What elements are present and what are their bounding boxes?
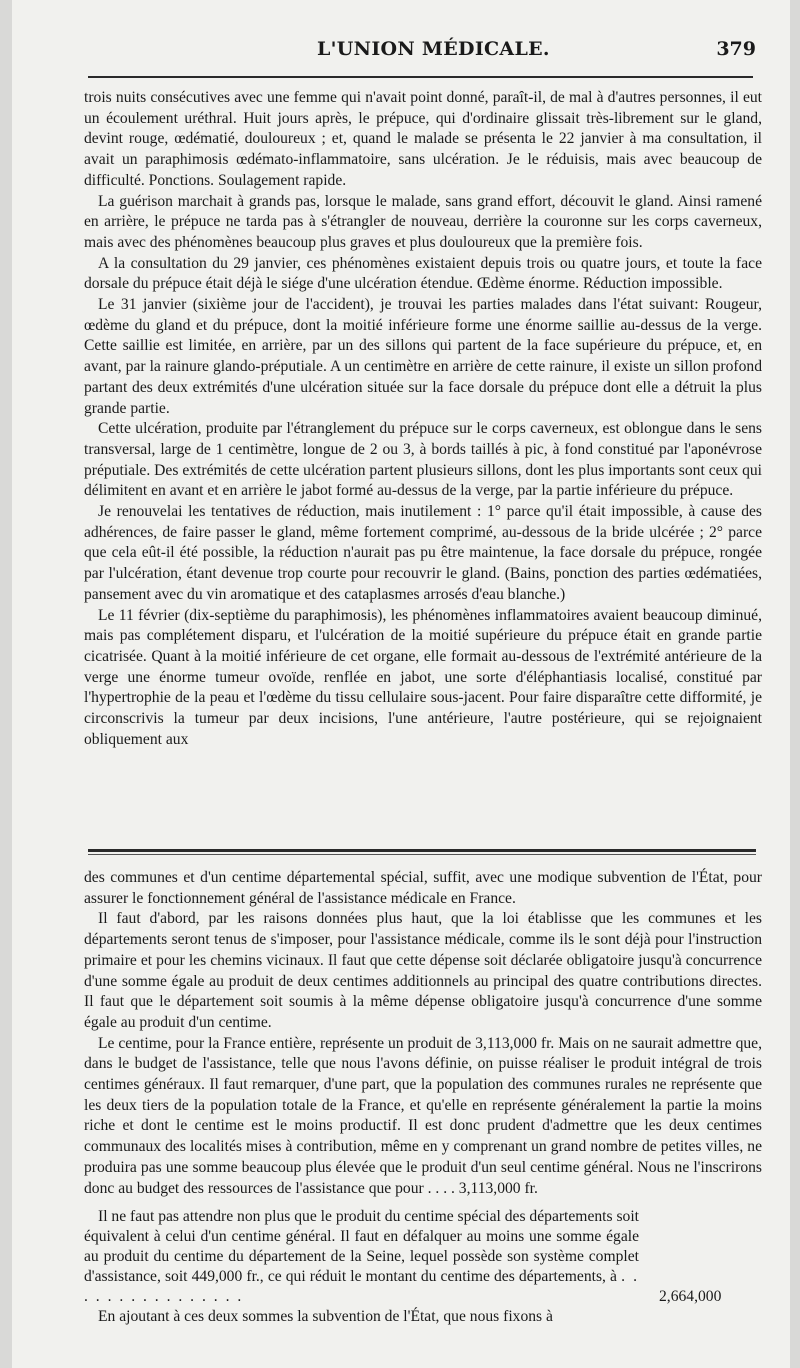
lower-column — [84, 868, 762, 1199]
paragraph: des communes et d'un centime départemental spécial, suffit, avec une modique subvention de l'État, pour assurer le fonctionnement général de l'assistance médicale en France. — [84, 869, 762, 907]
page-number: 379 — [716, 38, 756, 60]
page — [12, 0, 790, 1368]
budget-text: Il ne faut pas attendre non plus que le produit du centime spécial des départements soit équivalent à celui d'un centime général. Il faut en défalquer au moins une somme égale au produit du centime du département de la Seine, lequel possède son système complet d'assistance, soit 449,000 fr., ce qui réduit le montant du centime des départements, à — [84, 1208, 639, 1285]
feuilleton-column — [84, 88, 762, 751]
budget-paragraph: En ajoutant à ces deux sommes la subvention de l'État, que nous fixons à — [98, 1308, 553, 1325]
budget-paragraph — [84, 1207, 639, 1307]
paragraph: Le centime, pour la France entière, représente un produit de 3,113,000 fr. Mais on ne saurait admettre que, dans le budget de l'assistance, telle que nous l'avons définie, on puisse réaliser le produit intégral de trois centimes généraux. Il faut remarquer, d'une part, que la population des communes rurales ne représente que les deux tiers de la population totale de la France, et qu'elle en représente généralement la partie la moins riche et dont le centime est le moins productif. Il est donc prudent d'admettre que les deux centimes communaux des localités mises à contribution, même en y comprenant un grand nombre de petites villes, ne produira pas une somme beaucoup plus élevée que le produit d'un seul centime général. Nous ne l'inscrirons donc au budget des ressources de l'assistance que pour . . . . 3,113,000 fr. — [84, 1034, 762, 1197]
budget-amount: 2,664,000 — [659, 1288, 722, 1305]
paragraph: Cette ulcération, produite par l'étranglement du prépuce sur le corps caverneux, est oblongue dans le sens transversal, large de 1 centimètre, longue de 2 ou 3, à bords taillés à pic, à fond constitué par l'aponévrose préputiale. Des extrémités de cette ulcération partent plusieurs sillons, dont les plus importants sont ceux qui délimitent en avant et en arrière le jabot formé au-dessus de la verge, par la partie inférieure du prépuce. — [84, 420, 762, 500]
section-divider-thin — [88, 854, 756, 855]
paragraph: Il faut d'abord, par les raisons données plus haut, que la loi établisse que les communes et les départements seront tenus de s'imposer, pour l'assistance médicale, comme ils le sont déjà pour l'instruction primaire et pour les chemins vicinaux. Il faut que cette dépense soit déclarée obligatoire jusqu'à concurrence d'une somme égale au produit de deux centimes additionnels au principal des quatre contributions directes. Il faut que le département soit soumis à la même dépense obligatoire jusqu'à concurrence d'une somme égale au produit d'un centime. — [84, 910, 762, 1031]
paragraph: Je renouvelai les tentatives de réduction, mais inutilement : 1° parce qu'il était impossible, à cause des adhérences, de faire passer le gland, même fortement comprimé, au-dessous de la bride ulcérée ; 2° parce que cela eût-il été possible, la réduction n'aurait pas pu être maintenue, la face dorsale du prépuce, rongée par l'ulcération, étant devenue trop courte pour recouvrir le gland. (Bains, ponction des parties œdématiées, pansement avec du vin aromatique et des cataplasmes arrosés d'eau blanche.) — [84, 503, 762, 603]
header-rule — [88, 76, 753, 78]
section-divider — [88, 849, 756, 852]
page-header — [12, 38, 790, 68]
paragraph: trois nuits consécutives avec une femme qui n'avait point donné, paraît-il, de mal à d'autres personnes, il eut un écoulement uréthral. Huit jours après, le prépuce, qui d'ordinaire glissait très-librement sur le gland, devint rouge, œdématié, douloureux ; et, quand le malade se présenta le 22 janvier à ma consultation, il avait un paraphimosis œdémato-inflammatoire, sans ulcération. Je le réduisis, mais avec beaucoup de difficulté. Ponctions. Soulagement rapide. — [84, 89, 762, 189]
paragraph: La guérison marchait à grands pas, lorsque le malade, sans grand effort, découvit le gland. Ainsi ramené en arrière, le prépuce ne tarda pas à s'étrangler de nouveau, derrière la couronne sur les corps caverneux, mais avec des phénomènes beaucoup plus graves et plus douloureux que la première fois. — [84, 192, 762, 251]
paragraph: Le 11 février (dix-septième du paraphimosis), les phénomènes inflammatoires avaient beaucoup diminué, mais pas complétement disparu, et l'ulcération de la moitié supérieure du prépuce était en grande partie cicatrisée. Quant à la moitié inférieure de cet organe, elle formait au-dessous de l'extrémité antérieure de la verge une énorme tumeur ovoïde, renflée en jabot, une sorte d'éléphantiasis localisé, constitué par l'hypertrophie de la peau et l'œdème du tissu cellulaire sous-jacent. Pour faire disparaître cette difformité, je circonscrivis la tumeur par deux incisions, l'une antérieure, l'autre postérieure, qui se rejoignaient obliquement aux — [84, 606, 762, 748]
paragraph: A la consultation du 29 janvier, ces phénomènes existaient depuis trois ou quatre jours, et toute la face dorsale du prépuce était déjà le siége d'une ulcération étendue. Œdème énorme. Réduction impossible. — [84, 254, 762, 293]
paragraph: Le 31 janvier (sixième jour de l'accident), je trouvai les parties malades dans l'état suivant: Rougeur, œdème du gland et du prépuce, dont la moitié inférieure forme une énorme saillie au-dessus de la verge. Cette saillie est limitée, en arrière, par un des sillons qui partent de la face supérieure du prépuce, et, en avant, par la rainure glando-préputiale. A un centimètre en arrière de cette rainure, il existe un sillon profond partant des deux extrémités d'une ulcération située sur la face dorsale du prépuce dont elle a détruit la plus grande partie. — [84, 296, 762, 417]
journal-title: L'UNION MÉDICALE. — [317, 38, 550, 60]
budget-block — [84, 1207, 762, 1327]
leader-dots: . . . . . . . . . . . . . . . . — [84, 1268, 639, 1305]
